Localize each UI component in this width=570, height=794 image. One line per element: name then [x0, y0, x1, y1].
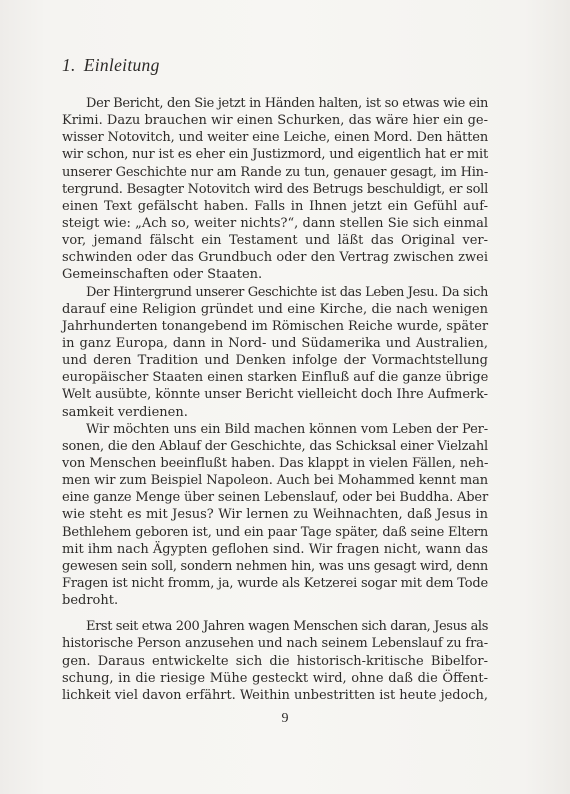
text-line: vor, jemand fälscht ein Testament und läßt das Original ver- [62, 233, 488, 249]
text-line: von Menschen beeinflußt haben. Das klappt in vielen Fällen, neh- [62, 455, 489, 471]
text-line: gewesen sein soll, sondern nehmen hin, was uns gesagt wird, denn [62, 558, 489, 574]
text-line: Jahrhunderten tonangebend im Römischen Reiche wurde, später [62, 318, 488, 334]
text-line: wie steht es mit Jesus? Wir lernen zu Weihnachten, daß Jesus in [62, 507, 488, 523]
chapter-title: Einleitung [83, 55, 160, 75]
text-line: bedroht. [62, 593, 119, 609]
text-line: steigt wie: „Ach so, weiter nichts?“, dann stellen Sie sich einmal [62, 215, 488, 231]
text-line: historische Person anzusehen und nach seinem Lebenslauf zu fra- [62, 636, 488, 652]
text-line: Welt ausübte, könnte unser Bericht vielleicht doch Ihre Aufmerk- [62, 387, 488, 403]
text-line: Gemeinschaften oder Staaten. [62, 267, 263, 283]
text-line: Der Bericht, den Sie jetzt in Händen halten, ist so etwas wie ein [86, 96, 489, 111]
text-line: unserer Geschichte nur am Rande zu tun, genauer gesagt, im Hin- [62, 164, 489, 180]
body-text [62, 95, 488, 704]
text-line: Erst seit etwa 200 Jahren wagen Menschen sich daran, Jesus als [86, 619, 488, 635]
paragraph-3 [62, 421, 488, 610]
paragraph-spacing [62, 609, 488, 618]
text-line: sonen, die den Ablauf der Geschichte, das Schicksal einer Vielzahl [62, 438, 489, 454]
paragraph-4 [62, 618, 488, 704]
text-line: wir schon, nur ist es eher ein Justizmord, und eigentlich hat er mit [62, 147, 489, 163]
chapter-number: 1. [62, 55, 76, 75]
text-line: samkeit verdienen. [62, 404, 188, 420]
text-line: darauf eine Religion gründet und eine Kirche, die nach wenigen [62, 301, 488, 317]
text-line: Fragen ist nicht fromm, ja, wurde als Ketzerei sogar mit dem Tode [62, 575, 488, 591]
text-line: men wir zum Beispiel Napoleon. Auch bei Mohammed kennt man [62, 473, 488, 489]
text-line: lichkeit viel davon erfährt. Weithin unbestritten ist heute jedoch, [62, 687, 488, 703]
text-line: Der Hintergrund unserer Geschichte ist das Leben Jesu. Da sich [86, 284, 488, 300]
text-line: schung, in die riesige Mühe gesteckt wird, ohne daß die Öffent- [62, 670, 488, 686]
text-line: wisser Notovitch, und weiter eine Leiche, einen Mord. Den hätten [62, 130, 489, 146]
chapter-heading [62, 55, 160, 76]
paragraph-1 [62, 95, 488, 284]
text-line: Bethlehem geboren ist, und ein paar Tage später, daß seine Eltern [62, 524, 489, 540]
text-line: einen Text gefälscht haben. Falls in Ihnen jetzt ein Gefühl auf- [62, 198, 488, 214]
text-line: Krimi. Dazu brauchen wir einen Schurken, das wäre hier ein ge- [62, 113, 488, 129]
text-line: mit ihm nach Ägypten geflohen sind. Wir fragen nicht, wann das [62, 541, 488, 557]
text-line: in ganz Europa, dann in Nord- und Südamerika und Australien, [62, 335, 488, 351]
page-number: 9 [281, 711, 289, 726]
paragraph-2 [62, 284, 488, 421]
text-line: Wir möchten uns ein Bild machen können vom Leben der Per- [86, 421, 488, 437]
text-line: schwinden oder das Grundbuch oder den Vertrag zwischen zwei [62, 250, 488, 266]
text-line: und deren Tradition und Denken infolge der Vormachtstellung [62, 353, 488, 369]
text-line: gen. Daraus entwickelte sich die historisch-kritische Bibelfor- [62, 653, 488, 669]
text-line: tergrund. Besagter Notovitch wird des Betrugs beschuldigt, er soll [62, 181, 489, 197]
text-line: europäischer Staaten einen starken Einfluß auf die ganze übrige [62, 370, 489, 386]
text-line: eine ganze Menge über seinen Lebenslauf, oder bei Buddha. Aber [62, 490, 489, 506]
